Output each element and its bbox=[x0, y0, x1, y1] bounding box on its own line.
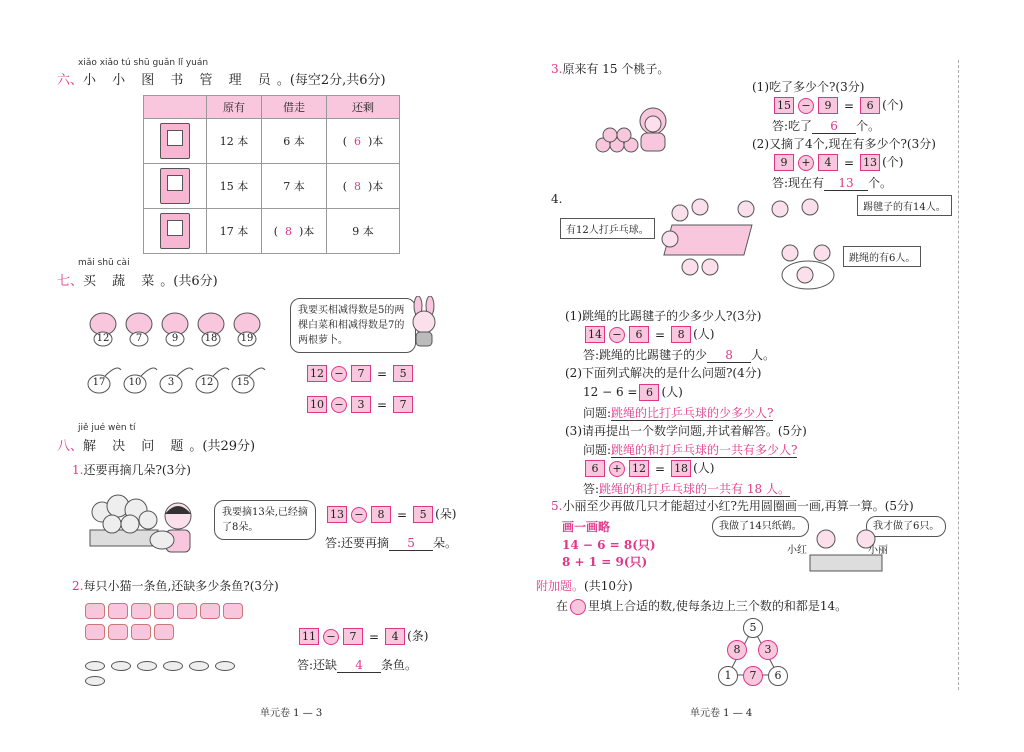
table-corner bbox=[144, 96, 207, 119]
sec6-pinyin: xiǎo xiǎo tú shū guǎn lǐ yuán bbox=[78, 58, 209, 68]
q2-text: 每只小猫一条鱼,还缺多少条鱼?(3分) bbox=[83, 579, 279, 593]
fish-icon bbox=[215, 661, 235, 671]
q5-calc1[interactable]: 14 − 6 = 8(只) bbox=[562, 538, 656, 552]
circle-blank-icon bbox=[570, 599, 586, 615]
radish-labels bbox=[85, 362, 275, 396]
girl-icon bbox=[148, 500, 200, 560]
answer-input[interactable]: 9 bbox=[818, 97, 838, 114]
q3-prompt bbox=[551, 60, 669, 77]
operator-input[interactable]: − bbox=[609, 327, 625, 343]
answer-input[interactable]: 9 bbox=[774, 154, 794, 171]
answer-input[interactable]: 4 bbox=[385, 628, 405, 645]
cabbage-equation bbox=[305, 365, 415, 382]
radish-number: 17 bbox=[92, 377, 106, 388]
operator-input[interactable]: − bbox=[351, 507, 367, 523]
unit-label: (人) bbox=[693, 461, 715, 475]
q2-prompt bbox=[72, 577, 279, 594]
answer-input[interactable]: 跳绳的比打乒乓球的少多少人? bbox=[611, 406, 774, 420]
radish-number: 3 bbox=[167, 377, 175, 388]
unit-label: (人) bbox=[693, 327, 715, 341]
answer-input[interactable]: 8 bbox=[707, 348, 751, 363]
answer-input[interactable]: 12 bbox=[629, 460, 649, 477]
answer-suffix: 朵。 bbox=[433, 536, 458, 550]
equals-sign: = bbox=[377, 397, 388, 412]
cats-group bbox=[85, 603, 255, 645]
q4-equation3 bbox=[583, 459, 714, 477]
page-footer-right: 单元卷 1 — 4 bbox=[690, 708, 753, 719]
jianzi-label: 踢毽子的有14人。 bbox=[857, 195, 952, 216]
header-remaining: 还剩 bbox=[327, 96, 400, 119]
cell-original: 17 本 bbox=[207, 209, 262, 254]
speech-bubble: 我做了14只纸鹤。 bbox=[712, 516, 809, 537]
table-row bbox=[144, 209, 400, 254]
cat-icon bbox=[200, 603, 220, 619]
equals-sign: = bbox=[655, 461, 666, 476]
q1-prompt bbox=[72, 461, 191, 478]
fish-icon bbox=[189, 661, 209, 671]
bookshelf-icon bbox=[160, 168, 190, 204]
cell-remaining bbox=[327, 164, 400, 209]
speech-bubble: 我要摘13朵,已经摘了8朵。 bbox=[214, 500, 316, 540]
cabbage-number: 12 bbox=[96, 333, 110, 344]
sec6-note: 。(每空2分,共6分) bbox=[276, 73, 386, 88]
table-row bbox=[144, 164, 400, 209]
cell-borrowed: 7 本 bbox=[262, 164, 327, 209]
paren-open: ( bbox=[273, 225, 278, 238]
answer-input[interactable]: 10 bbox=[307, 396, 327, 413]
cat-icon bbox=[154, 603, 174, 619]
sec7-heading bbox=[57, 270, 218, 289]
cabbage-labels bbox=[85, 310, 275, 350]
sec7-title: 买 蔬 菜 bbox=[83, 274, 161, 289]
cat-icon bbox=[223, 603, 243, 619]
rabbit-icon bbox=[408, 296, 440, 348]
header-borrowed: 借走 bbox=[262, 96, 327, 119]
triangle-node-mid-right[interactable]: 3 bbox=[758, 640, 778, 660]
q3-part1: (1)吃了多少个?(3分) bbox=[752, 80, 865, 94]
q4-question2 bbox=[583, 404, 773, 421]
sec7-note: 。(共6分) bbox=[160, 274, 218, 289]
unit-label: (朵) bbox=[435, 507, 457, 521]
answer-prefix: 答:吃了 bbox=[772, 119, 813, 133]
sec7-pinyin: mǎi shū cài bbox=[78, 258, 130, 268]
equals-sign: = bbox=[397, 507, 408, 522]
equals-sign: = bbox=[844, 98, 855, 113]
answer-input[interactable]: 5 bbox=[389, 536, 433, 551]
answer-input[interactable]: 8 bbox=[285, 225, 292, 238]
answer-suffix: 个。 bbox=[868, 176, 893, 190]
speech-bubble: 我才做了6只。 bbox=[866, 516, 946, 537]
cell-remaining: 9 本 bbox=[327, 209, 400, 254]
cabbage-number: 19 bbox=[240, 333, 254, 344]
operator-input[interactable]: − bbox=[798, 98, 814, 114]
sec8-number: 八、 bbox=[57, 439, 84, 454]
answer-input[interactable]: 6 bbox=[812, 119, 856, 134]
equation-text: 12 − 6 = bbox=[583, 385, 638, 399]
cat-icon bbox=[85, 624, 105, 640]
pingpong-label: 有12人打乒乓球。 bbox=[560, 218, 655, 239]
cat-icon bbox=[131, 624, 151, 640]
cabbage-number: 7 bbox=[135, 333, 143, 344]
triangle-node-top: 5 bbox=[743, 618, 763, 638]
unit-label: (个) bbox=[882, 155, 904, 169]
q1-answer bbox=[325, 534, 457, 551]
answer-input[interactable]: 8 bbox=[354, 180, 361, 193]
name-xiaoli: 小丽 bbox=[868, 545, 888, 556]
answer-input[interactable]: 18 bbox=[671, 460, 691, 477]
question-prefix: 问题: bbox=[583, 443, 612, 457]
sec8-pinyin: jiě jué wèn tí bbox=[78, 423, 136, 433]
equals-sign: = bbox=[844, 155, 855, 170]
cabbage-number: 18 bbox=[204, 333, 218, 344]
answer-input[interactable]: 跳绳的和打乒乓球的一共有多少人? bbox=[611, 443, 798, 457]
answer-input[interactable]: 7 bbox=[343, 628, 363, 645]
q3-text: 原来有 15 个桃子。 bbox=[562, 62, 670, 76]
answer-input[interactable]: 14 bbox=[585, 326, 605, 343]
operator-input[interactable]: + bbox=[609, 461, 625, 477]
speech-bubble: 我要买相减得数是5的两棵白菜和相减得数是7的两根萝卜。 bbox=[290, 298, 416, 353]
equals-sign: = bbox=[655, 327, 666, 342]
question-prefix: 问题: bbox=[583, 406, 612, 420]
sec8-title: 解 决 问 题 bbox=[83, 439, 190, 454]
fish-icon bbox=[137, 661, 157, 671]
operator-input[interactable]: − bbox=[331, 397, 347, 413]
unit-label: (条) bbox=[407, 629, 429, 643]
cell-original: 15 本 bbox=[207, 164, 262, 209]
answer-input[interactable]: 4 bbox=[818, 154, 838, 171]
instruction-prefix: 在 bbox=[556, 599, 569, 613]
cat-icon bbox=[177, 603, 197, 619]
q5-prompt bbox=[551, 497, 914, 514]
paren-open: ( bbox=[342, 180, 347, 193]
fish-icon bbox=[85, 661, 105, 671]
q4-question3 bbox=[583, 441, 797, 458]
q3-equation1 bbox=[772, 96, 903, 114]
sec6-number: 六、 bbox=[57, 73, 84, 88]
radish-equation bbox=[305, 396, 415, 413]
answer-input[interactable]: 12 bbox=[307, 365, 327, 382]
triangle-node-mid-left[interactable]: 8 bbox=[727, 640, 747, 660]
q2-answer bbox=[297, 656, 417, 673]
monkey-peaches-icon bbox=[595, 105, 679, 159]
sec6-heading bbox=[57, 69, 386, 88]
q4-answer1 bbox=[583, 346, 775, 363]
answer-input[interactable]: 6 bbox=[354, 135, 361, 148]
table-row bbox=[144, 119, 400, 164]
answer-input[interactable]: 4 bbox=[337, 658, 381, 673]
cat-icon bbox=[108, 603, 128, 619]
fish-group bbox=[85, 660, 255, 690]
q4-answer3 bbox=[583, 480, 790, 497]
q3-answer2 bbox=[772, 174, 892, 191]
answer-prefix: 答:跳绳的比踢毽子的少 bbox=[583, 348, 708, 362]
bookshelf-icon bbox=[160, 123, 190, 159]
q4-part3: (3)请再提出一个数学问题,并试着解答。(5分) bbox=[565, 424, 807, 438]
answer-input[interactable]: 6 bbox=[639, 384, 659, 401]
operator-input[interactable]: − bbox=[331, 366, 347, 382]
sec8-note: 。(共29分) bbox=[189, 439, 256, 454]
radish-number: 10 bbox=[128, 377, 142, 388]
cell-borrowed: 6 本 bbox=[262, 119, 327, 164]
answer-prefix: 答:还缺 bbox=[297, 658, 338, 672]
equals-sign: = bbox=[377, 366, 388, 381]
q5-draw: 画一画略 bbox=[562, 520, 611, 534]
q3-part2: (2)又摘了4个,现在有多少个?(3分) bbox=[752, 137, 936, 151]
page-footer-left: 单元卷 1 — 3 bbox=[260, 708, 323, 719]
cat-icon bbox=[131, 603, 151, 619]
sec7-number: 七、 bbox=[57, 274, 84, 289]
unit-label: (个) bbox=[882, 98, 904, 112]
q4-part2: (2)下面列式解决的是什么问题?(4分) bbox=[565, 366, 762, 380]
q1-equation bbox=[325, 505, 456, 523]
sec6-title: 小 小 图 书 管 理 员 bbox=[83, 73, 277, 88]
answer-input[interactable]: 3 bbox=[351, 396, 371, 413]
paren-close: )本 bbox=[368, 135, 384, 148]
q5-number: 5. bbox=[551, 499, 563, 513]
q4-equation2 bbox=[583, 383, 683, 401]
answer-input[interactable]: 8 bbox=[671, 326, 691, 343]
answer-input[interactable]: 5 bbox=[413, 506, 433, 523]
paren-close: )本 bbox=[368, 180, 384, 193]
answer-input[interactable]: 13 bbox=[327, 506, 347, 523]
bonus-title: 附加题。 bbox=[536, 579, 585, 593]
answer-input[interactable]: 6 bbox=[860, 97, 880, 114]
bonus-note: (共10分) bbox=[584, 579, 633, 593]
q3-equation2 bbox=[772, 153, 903, 171]
instruction-suffix: 里填上合适的数,使每条边上三个数的和都是14。 bbox=[588, 599, 848, 613]
q2-number: 2. bbox=[72, 579, 84, 593]
fish-icon bbox=[85, 676, 105, 686]
answer-input[interactable]: 6 bbox=[629, 326, 649, 343]
answer-suffix: 个。 bbox=[856, 119, 881, 133]
name-xiaohong: 小红 bbox=[787, 545, 807, 556]
q4-part1: (1)跳绳的比踢毽子的少多少人?(3分) bbox=[565, 309, 762, 323]
q5-text: 小丽至少再做几只才能超过小红?先用圆圈画一画,再算一算。(5分) bbox=[562, 499, 914, 513]
cabbage-number: 9 bbox=[171, 333, 179, 344]
answer-input[interactable]: 6 bbox=[585, 460, 605, 477]
answer-prefix: 答:还要再摘 bbox=[325, 536, 390, 550]
paren-close: )本 bbox=[299, 225, 315, 238]
answer-input[interactable]: 5 bbox=[393, 365, 413, 382]
playground-scene-icon bbox=[650, 195, 850, 295]
cell-remaining bbox=[327, 119, 400, 164]
operator-input[interactable]: − bbox=[323, 629, 339, 645]
answer-input[interactable]: 13 bbox=[824, 176, 868, 191]
cell-borrowed bbox=[262, 209, 327, 254]
library-table bbox=[143, 95, 400, 254]
answer-input[interactable]: 7 bbox=[351, 365, 371, 382]
radish-number: 15 bbox=[236, 377, 250, 388]
q3-number: 3. bbox=[551, 62, 563, 76]
cell-original: 12 本 bbox=[207, 119, 262, 164]
triangle-node-bottom-left: 1 bbox=[718, 666, 738, 686]
cat-icon bbox=[154, 624, 174, 640]
paren-open: ( bbox=[342, 135, 347, 148]
radish-number: 12 bbox=[200, 377, 214, 388]
answer-suffix: 条鱼。 bbox=[381, 658, 418, 672]
triangle-node-bottom-right: 6 bbox=[768, 666, 788, 686]
unit-label: (人) bbox=[661, 385, 683, 399]
q4-equation1 bbox=[583, 325, 714, 343]
answer-prefix: 答:现在有 bbox=[772, 176, 825, 190]
q1-number: 1. bbox=[72, 463, 84, 477]
answer-input[interactable]: 跳绳的和打乒乓球的一共有 18 人。 bbox=[599, 482, 790, 496]
answer-suffix: 人。 bbox=[751, 348, 776, 362]
answer-input[interactable]: 15 bbox=[774, 97, 794, 114]
cat-icon bbox=[108, 624, 128, 640]
triangle-node-bottom-mid[interactable]: 7 bbox=[743, 666, 763, 686]
q3-answer1 bbox=[772, 117, 880, 134]
operator-input[interactable]: + bbox=[798, 155, 814, 171]
cat-icon bbox=[85, 603, 105, 619]
bonus-instruction bbox=[556, 597, 847, 615]
answer-prefix: 答: bbox=[583, 482, 600, 496]
bookshelf-icon bbox=[160, 213, 190, 249]
equals-sign: = bbox=[369, 629, 380, 644]
answer-input[interactable]: 11 bbox=[299, 628, 319, 645]
answer-input[interactable]: 13 bbox=[860, 154, 880, 171]
q1-text: 还要再摘几朵?(3分) bbox=[83, 463, 191, 477]
bonus-heading bbox=[536, 577, 633, 594]
q2-equation bbox=[297, 627, 428, 645]
q4-number: 4. bbox=[551, 192, 563, 206]
header-original: 原有 bbox=[207, 96, 262, 119]
fold-line bbox=[958, 60, 959, 690]
answer-input[interactable]: 7 bbox=[393, 396, 413, 413]
sec8-heading bbox=[57, 435, 255, 454]
fish-icon bbox=[163, 661, 183, 671]
q5-calc2[interactable]: 8 + 1 = 9(只) bbox=[562, 555, 648, 569]
fish-icon bbox=[111, 661, 131, 671]
answer-input[interactable]: 8 bbox=[371, 506, 391, 523]
rope-label: 跳绳的有6人。 bbox=[843, 246, 921, 267]
